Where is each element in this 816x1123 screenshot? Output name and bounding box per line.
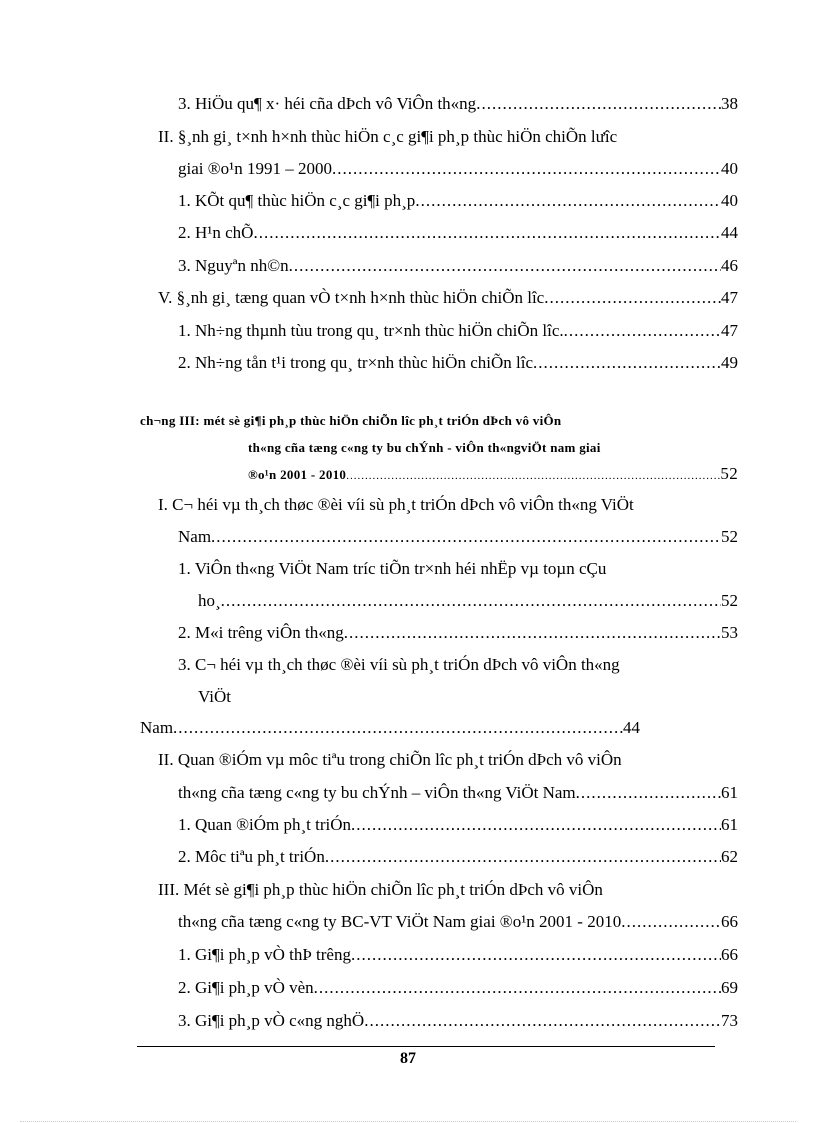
leader-dots xyxy=(564,320,721,342)
toc-entry xyxy=(178,977,738,999)
leader-dots xyxy=(476,93,721,115)
toc-entry-text: 2. H¹n chÕ xyxy=(178,223,254,242)
toc-entry-page: 38 xyxy=(721,94,738,113)
leader-dots xyxy=(325,846,721,868)
toc-entry-page: 44 xyxy=(721,223,738,242)
chapter-heading xyxy=(248,437,601,459)
toc-entry xyxy=(248,463,738,487)
toc-heading xyxy=(158,494,634,516)
toc-heading xyxy=(158,126,617,148)
leader-dots xyxy=(221,590,721,612)
leader-dots xyxy=(173,717,623,739)
toc-entry-page: 66 xyxy=(721,912,738,931)
toc-entry xyxy=(178,158,738,180)
toc-entry-text: ViÖt xyxy=(198,687,231,706)
leader-dots xyxy=(332,158,721,180)
toc-entry-page: 66 xyxy=(721,945,738,964)
leader-dots xyxy=(621,911,721,933)
toc-entry-page: 52 xyxy=(721,527,738,546)
toc-entry-text: th«ng cña tæng c«ng ty bu chÝnh – viÔn th«ng ViÖt Nam xyxy=(178,783,576,802)
toc-entry xyxy=(178,526,738,548)
toc-entry-text: 3. C¬ héi vµ th¸ch thøc ®èi víi sù ph¸t triÓn dÞch vô viÔn th«ng xyxy=(178,655,620,674)
toc-entry-text: 3. Gi¶i ph¸p vÒ c«ng nghÖ xyxy=(178,1011,365,1030)
toc-entry-page: 40 xyxy=(721,159,738,178)
leader-dots xyxy=(314,977,721,999)
toc-entry-page: 47 xyxy=(721,288,738,307)
toc-heading xyxy=(158,749,622,771)
toc-entry-page: 52 xyxy=(720,464,738,483)
leader-dots xyxy=(344,622,721,644)
toc-entry xyxy=(178,944,738,966)
toc-entry xyxy=(178,846,738,868)
toc-entry-text: 2. Môc tiªu ph¸t triÓn xyxy=(178,847,325,866)
chapter-heading xyxy=(140,410,561,432)
toc-entry-text: 3. HiÖu qu¶ x· héi cña dÞch vô ViÔn th«ng xyxy=(178,94,477,113)
toc-entry-page: 44 xyxy=(623,718,640,737)
toc-entry xyxy=(178,93,738,115)
leader-dots xyxy=(253,222,721,244)
toc-entry-text: I. C¬ héi vµ th¸ch thøc ®èi víi sù ph¸t triÓn dÞch vô viÔn th«ng ViÖt xyxy=(158,495,634,514)
toc-entry-page: 61 xyxy=(721,783,738,802)
toc-entry xyxy=(198,590,738,612)
leader-dots xyxy=(351,814,721,836)
toc-entry xyxy=(178,782,738,804)
toc-entry xyxy=(178,352,738,374)
toc-entry-text: 2. Gi¶i ph¸p vÒ vèn xyxy=(178,978,314,997)
toc-entry xyxy=(140,717,640,739)
toc-entry xyxy=(178,222,738,244)
toc-entry xyxy=(178,911,738,933)
toc-entry xyxy=(158,287,738,309)
toc-heading xyxy=(198,686,231,708)
toc-entry-page: 52 xyxy=(721,591,738,610)
toc-entry-text: 2. Nh÷ng tån t¹i trong qu¸ tr×nh thùc hiÖn chiÕn lîc xyxy=(178,353,533,372)
toc-heading xyxy=(158,879,603,901)
leader-dots xyxy=(346,465,720,487)
toc-entry-text: Nam xyxy=(178,527,212,546)
toc-entry-page: 47 xyxy=(721,321,738,340)
leader-dots xyxy=(351,944,721,966)
footer-rule xyxy=(137,1046,715,1047)
toc-entry-page: 69 xyxy=(721,978,738,997)
page-edge-divider xyxy=(20,1121,796,1122)
toc-entry-text: 2. M«i trêng viÔn th«ng xyxy=(178,623,344,642)
toc-heading xyxy=(178,558,606,580)
toc-heading xyxy=(178,654,620,676)
leader-dots xyxy=(544,287,721,309)
toc-entry xyxy=(178,1010,738,1032)
toc-entry-page: 40 xyxy=(721,191,738,210)
toc-entry-text: giai ®o¹n 1991 – 2000 xyxy=(178,159,333,178)
toc-entry-page: 46 xyxy=(721,256,738,275)
leader-dots xyxy=(415,190,721,212)
toc-entry-text: 1. ViÔn th«ng ViÖt Nam tríc tiÕn tr×nh héi nhËp vµ toµn cÇu xyxy=(178,559,607,578)
toc-entry-text: V. §¸nh gi¸ tæng quan vÒ t×nh h×nh thùc hiÖn chiÕn lîc xyxy=(158,288,545,307)
toc-entry-text: II. Quan ®iÓm vµ môc tiªu trong chiÕn lîc ph¸t triÓn dÞch vô viÔn xyxy=(158,750,622,769)
toc-entry-page: 73 xyxy=(721,1011,738,1030)
leader-dots xyxy=(576,782,721,804)
toc-entry-text: ch¬ng III: mét sè gi¶i ph¸p thùc hiÖn chiÕn lîc ph¸t triÓn dÞch vô viÔn xyxy=(140,413,562,428)
leader-dots xyxy=(289,255,721,277)
toc-entry-text: 1. KÕt qu¶ thùc hiÖn c¸c gi¶i ph¸p xyxy=(178,191,416,210)
toc-entry xyxy=(178,814,738,836)
toc-entry-text: 3. Nguyªn nh©n xyxy=(178,256,289,275)
leader-dots xyxy=(211,526,721,548)
toc-entry xyxy=(178,190,738,212)
toc-entry-text: ho¸ xyxy=(198,591,221,610)
toc-entry xyxy=(178,320,738,342)
leader-dots xyxy=(533,352,721,374)
toc-entry-text: th«ng cña tæng c«ng ty BC-VT ViÖt Nam giai ®o¹n 2001 - 2010 xyxy=(178,912,622,931)
toc-entry-page: 62 xyxy=(721,847,738,866)
toc-entry xyxy=(178,255,738,277)
toc-entry-page: 53 xyxy=(721,623,738,642)
page-number: 87 xyxy=(400,1050,416,1067)
toc-entry-text: Nam xyxy=(140,718,174,737)
toc-entry-page: 49 xyxy=(721,353,738,372)
toc-entry-text: 1. Gi¶i ph¸p vÒ thÞ trêng xyxy=(178,945,351,964)
toc-entry-page: 61 xyxy=(721,815,738,834)
leader-dots xyxy=(364,1010,721,1032)
toc-entry-text: III. Mét sè gi¶i ph¸p thùc hiÖn chiÕn lîc ph¸t triÓn dÞch vô viÔn xyxy=(158,880,603,899)
toc-entry xyxy=(178,622,738,644)
toc-entry-text: th«ng cña tæng c«ng ty bu chÝnh - viÔn th«ngviÖt nam giai xyxy=(248,440,601,455)
toc-entry-text: 1. Nh÷ng thµnh tùu trong qu¸ tr×nh thùc hiÖn chiÕn lîc. xyxy=(178,321,564,340)
toc-entry-text: 1. Quan ®iÓm ph¸t triÓn xyxy=(178,815,351,834)
toc-entry-text: ®o¹n 2001 - 2010 xyxy=(248,467,347,482)
toc-entry-text: II. §¸nh gi¸ t×nh h×nh thùc hiÖn c¸c gi¶i ph¸p thùc hiÖn chiÕn lưîc xyxy=(158,127,618,146)
